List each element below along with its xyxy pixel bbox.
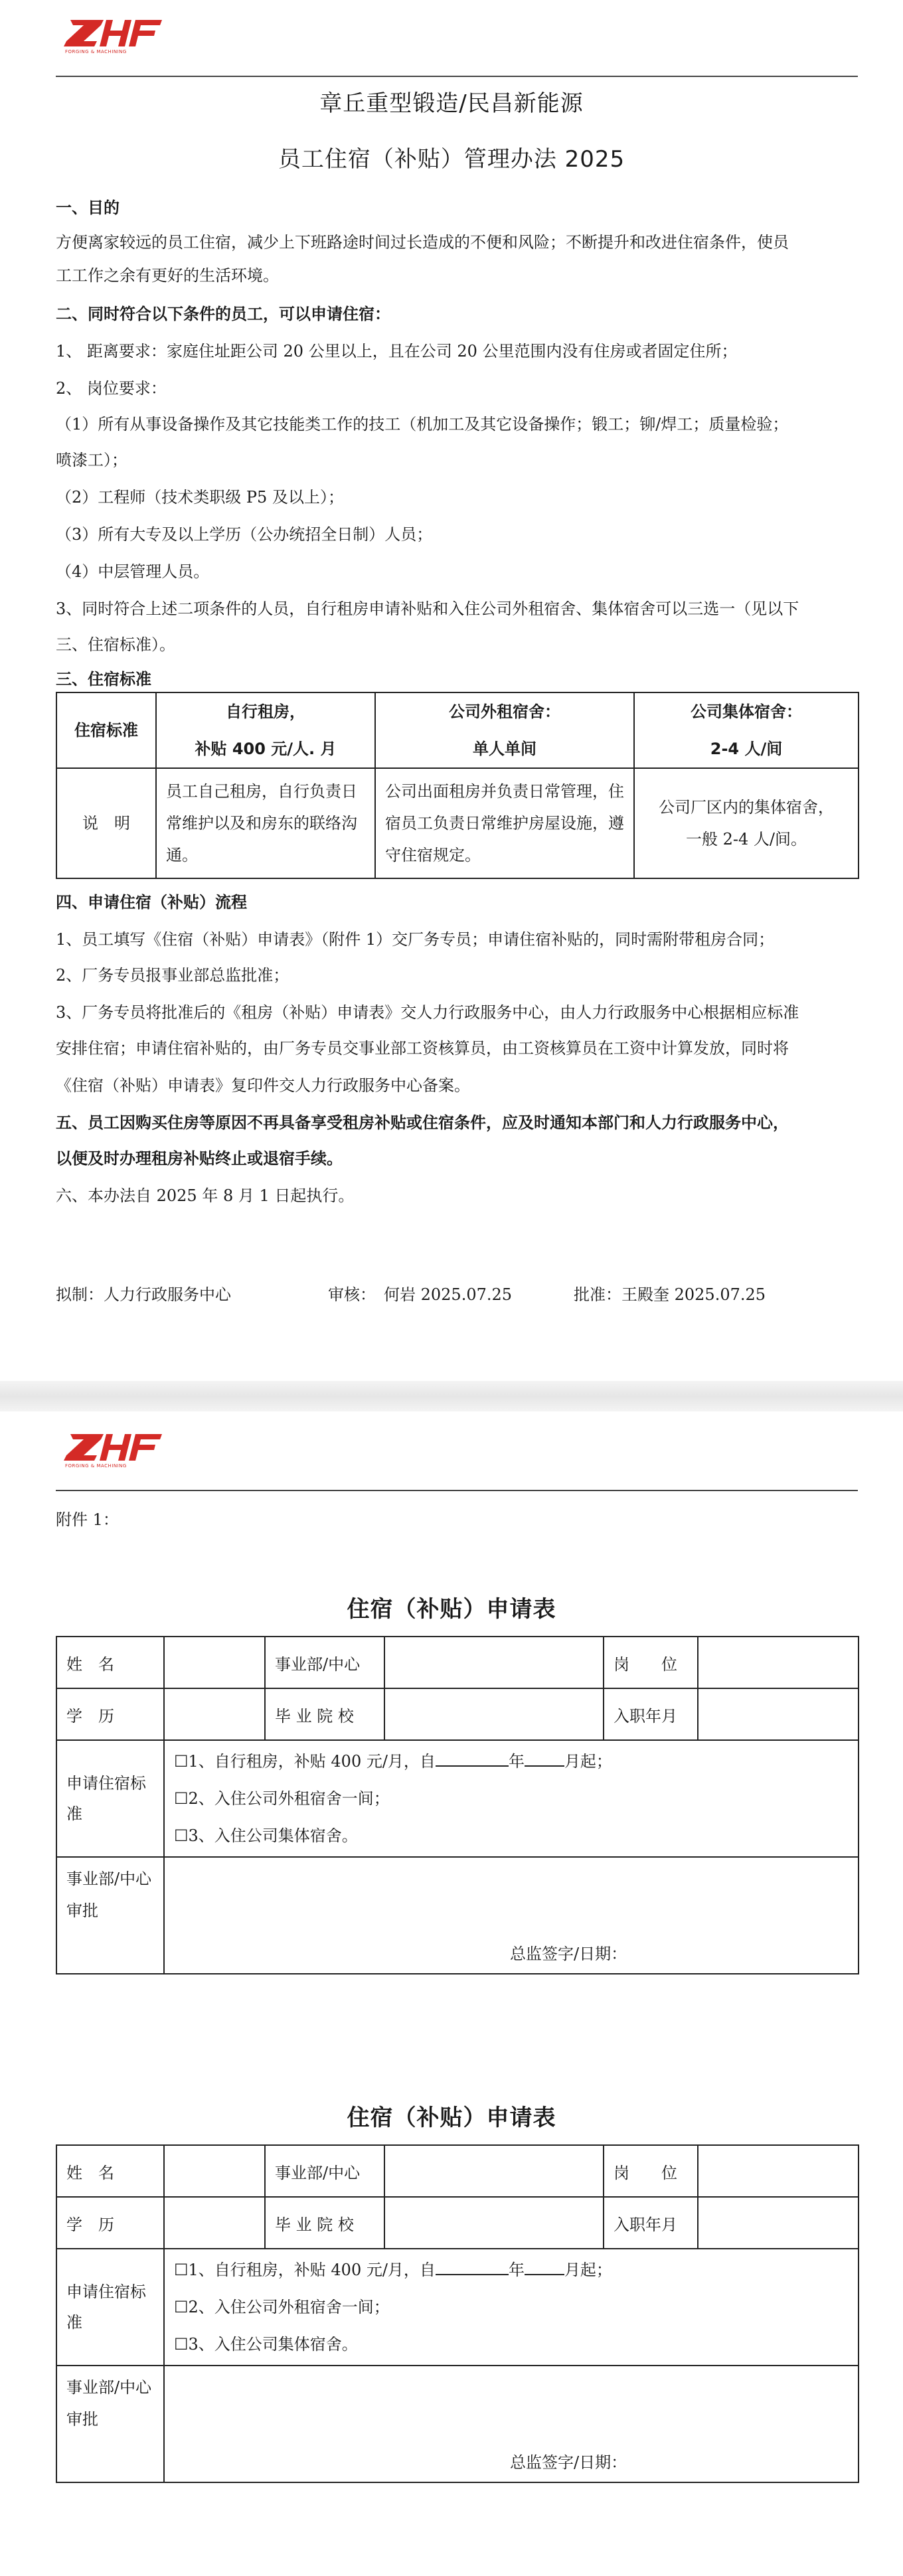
option-rent[interactable]: ☐1、自行租房，补贴 400 元/月，自 年 月起；	[174, 1752, 612, 1771]
edu-label: 学 历	[56, 1688, 164, 1740]
dept-label: 事业部/中心	[265, 1637, 384, 1688]
paragraph: 2、厂务专员报事业部总监批准；	[56, 966, 289, 985]
table-header: 公司集体宿舍： 2-4 人/间	[634, 692, 859, 768]
section-heading: 一、目的	[56, 199, 120, 217]
post-field[interactable]	[698, 2145, 859, 2197]
school-label: 毕 业 院 校	[265, 1688, 384, 1740]
school-label: 毕 业 院 校	[265, 2197, 384, 2249]
svg-text:FORGING & MACHINING: FORGING & MACHINING	[65, 1463, 127, 1469]
paragraph: 1、 距离要求：家庭住址距公司 20 公里以上，且在公司 20 公里范围内没有住房或者固定住所；	[56, 342, 738, 361]
application-form-page	[0, 1411, 903, 2576]
approval-label: 事业部/中心审批	[56, 2366, 164, 2482]
paragraph: （4）中层管理人员。	[56, 562, 210, 581]
post-label: 岗 位	[604, 2145, 698, 2197]
table-cell: 公司厂区内的集体宿舍， 一般 2-4 人/间。	[634, 768, 859, 878]
paragraph: 三、住宿标准）。	[56, 635, 175, 654]
paragraph: 喷漆工）；	[56, 451, 127, 469]
svg-text:FORGING & MACHINING: FORGING & MACHINING	[65, 49, 127, 54]
housing-standard-table	[56, 692, 859, 879]
edu-field[interactable]	[164, 1688, 265, 1740]
paragraph: 工工作之余有更好的生活环境。	[56, 266, 279, 285]
entry-label: 入职年月	[604, 1688, 698, 1740]
page-separator	[0, 1381, 903, 1411]
option-collective-dorm[interactable]: ☐3、入住公司集体宿舍。	[174, 1826, 358, 1845]
paragraph: 2、 岗位要求：	[56, 379, 167, 398]
application-form	[56, 1636, 859, 1974]
std-label: 申请住宿标准	[56, 2249, 164, 2366]
paragraph: 以便及时办理租房补贴终止或退宿手续。	[56, 1149, 343, 1168]
director-signature-label: 总监签字/日期：	[510, 1945, 627, 1963]
paragraph: 方便离家较远的员工住宿，减少上下班路途时间过长造成的不便和风险；不断提升和改进住宿条件，使员	[56, 233, 789, 252]
option-external-dorm[interactable]: ☐2、入住公司外租宿舍一间；	[174, 1789, 390, 1808]
page-title: 章丘重型锻造/民昌新能源	[319, 90, 584, 117]
approval-field[interactable]	[164, 2366, 859, 2482]
paragraph: 六、本办法自 2025 年 8 月 1 日起执行。	[56, 1186, 355, 1205]
paragraph: 3、厂务专员将批准后的《租房（补贴）申请表》交人力行政服务中心，由人力行政服务中心根据相应标准	[56, 1003, 799, 1022]
paragraph: （3）所有大专及以上学历（公办统招全日制）人员；	[56, 525, 433, 544]
dept-field[interactable]	[384, 2145, 604, 2197]
table-header: 自行租房， 补贴 400 元/人. 月	[156, 692, 375, 768]
director-signature-label: 总监签字/日期：	[510, 2453, 627, 2472]
reviewer: 审核： 何岩 2025.07.25	[328, 1285, 513, 1304]
edu-label: 学 历	[56, 2197, 164, 2249]
table-cell: 员工自己租房，自行负责日常维护以及和房东的联络沟通。	[156, 768, 375, 878]
paragraph: （1）所有从事设备操作及其它技能类工作的技工（机加工及其它设备操作；锻工；铆/焊工；质量检验；	[56, 415, 789, 434]
std-options	[164, 2249, 859, 2366]
header-divider	[56, 76, 858, 77]
paragraph: 1、员工填写《住宿（补贴）申请表》（附件 1）交厂务专员；申请住宿补贴的，同时需附带租房合同；	[56, 930, 775, 949]
std-options	[164, 1740, 859, 1857]
dept-field[interactable]	[384, 1637, 604, 1688]
school-field[interactable]	[384, 1688, 604, 1740]
drafter: 拟制：人力行政服务中心	[56, 1285, 231, 1304]
name-label: 姓 名	[56, 2145, 164, 2197]
edu-field[interactable]	[164, 2197, 265, 2249]
table-cell: 说 明	[56, 768, 156, 878]
paragraph: 3、同时符合上述二项条件的人员，自行租房申请补贴和入住公司外租宿舍、集体宿舍可以三选一（见以下	[56, 600, 799, 618]
post-field[interactable]	[698, 1637, 859, 1688]
paragraph: 五、员工因购买住房等原因不再具备享受租房补贴或住宿条件，应及时通知本部门和人力行政服务中心，	[56, 1113, 789, 1132]
section-heading: 二、同时符合以下条件的员工，可以申请住宿：	[56, 305, 390, 323]
form-title: 住宿（补贴）申请表	[347, 2105, 556, 2131]
approval-field[interactable]	[164, 1857, 859, 1974]
paragraph: 安排住宿；申请住宿补贴的，由厂务专员交事业部工资核算员，由工资核算员在工资中计算发放，同时将	[56, 1039, 789, 1058]
zhf-logo-icon	[64, 1431, 163, 1469]
name-label: 姓 名	[56, 1637, 164, 1688]
option-external-dorm[interactable]: ☐2、入住公司外租宿舍一间；	[174, 2298, 390, 2316]
approval-label: 事业部/中心审批	[56, 1857, 164, 1974]
section-heading: 四、申请住宿（补贴）流程	[56, 893, 247, 912]
option-rent[interactable]: ☐1、自行租房，补贴 400 元/月，自 年 月起；	[174, 2261, 612, 2279]
dept-label: 事业部/中心	[265, 2145, 384, 2197]
entry-field[interactable]	[698, 2197, 859, 2249]
table-header: 公司外租宿舍： 单人单间	[375, 692, 634, 768]
name-field[interactable]	[164, 2145, 265, 2197]
table-cell: 公司出面租房并负责日常管理，住宿员工负责日常维护房屋设施，遵守住宿规定。	[375, 768, 634, 878]
application-form	[56, 2144, 859, 2483]
school-field[interactable]	[384, 2197, 604, 2249]
paragraph: 《住宿（补贴）申请表》复印件交人力行政服务中心备案。	[56, 1076, 470, 1095]
table-header: 住宿标准	[56, 692, 156, 768]
section-heading: 三、住宿标准	[56, 670, 151, 688]
paragraph: （2）工程师（技术类职级 P5 及以上）；	[56, 488, 344, 507]
entry-field[interactable]	[698, 1688, 859, 1740]
std-label: 申请住宿标准	[56, 1740, 164, 1857]
header-divider	[56, 1490, 858, 1491]
post-label: 岗 位	[604, 1637, 698, 1688]
name-field[interactable]	[164, 1637, 265, 1688]
approver: 批准：王殿奎 2025.07.25	[574, 1285, 766, 1304]
attachment-label: 附件 1：	[56, 1510, 119, 1529]
entry-label: 入职年月	[604, 2197, 698, 2249]
page-subtitle: 员工住宿（补贴）管理办法 2025	[278, 146, 625, 173]
option-collective-dorm[interactable]: ☐3、入住公司集体宿舍。	[174, 2335, 358, 2354]
zhf-logo-icon	[64, 17, 163, 54]
form-title: 住宿（补贴）申请表	[347, 1596, 556, 1623]
